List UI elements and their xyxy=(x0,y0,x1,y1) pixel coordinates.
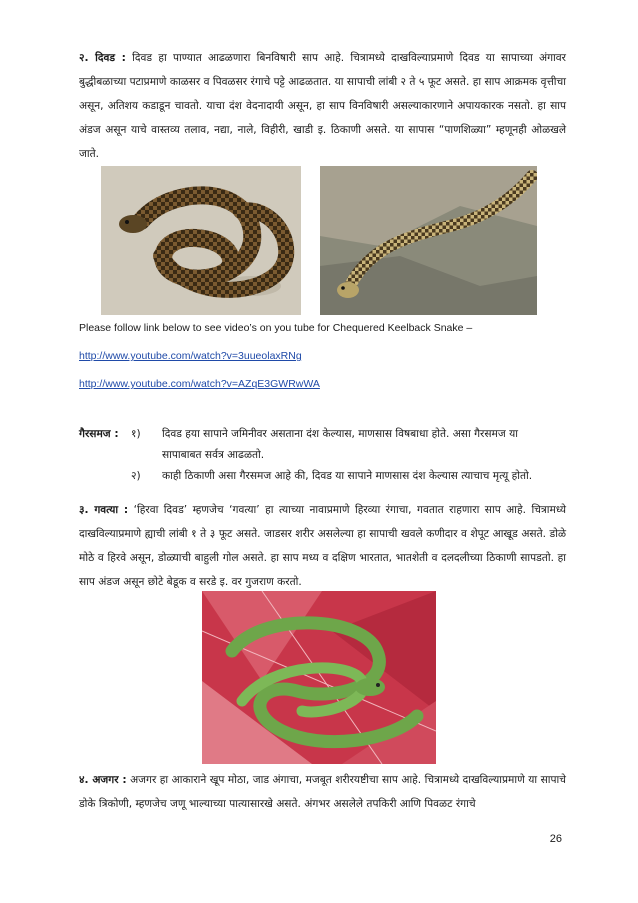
section-diwad-text: दिवड हा पाण्यात आढळणारा बिनविषारी साप आहे. चित्रामध्ये दाखविल्याप्रमाणे दिवड या सापाच्या अंगावर बुद्धीबळाच्या पटाप्रमाणे काळसर व पिवळसर रंगाचे पट्टे आढळतात. या सापाची लांबी २ ते ५ फूट असते. हा साप आक्रमक वृत्तीचा असून, अतिशय कडाडून चावतो. याचा दंश वेदनादायी असून, हा साप विनविषारी असल्याकारणाने अपायकारक नसतो. हा साप अंडज असून याचे वास्तव्य तलाव, नद्या, नाले, विहीरी, खाडी इ. ठिकाणी असते. या सापास “पाणशिळ्या” म्हणूनही ओळखले जाते. xyxy=(79,52,567,160)
misconception-item-1-number: १) xyxy=(131,428,141,440)
misconception-heading xyxy=(79,422,119,446)
photo-gavatya xyxy=(202,591,436,764)
page-number: 26 xyxy=(549,833,562,845)
misconception-item-2-text: काही ठिकाणी असा गैरसमज आहे की, दिवड या सापाने माणसास दंश केल्यास त्याचाच मृत्यू होतो. xyxy=(162,470,533,482)
photo-diwad-rock xyxy=(320,166,537,315)
section-gavatya-text: ‘हिरवा दिवड’ म्हणजेच ‘गवत्या’ हा त्याच्या नावाप्रमाणे हिरव्या रंगाचा, गवतात राहणारा साप आहे. चित्रामध्ये दाखविल्याप्रमाणे ह्याची लांबी १ ते ३ फूट असते. जाडसर शरीर असलेल्या हा सापाची खवले कणीदार व शेपूट आखूड असते. डोळे मोठे व हिरवे असून, डोळ्याची बाहुली गोल असते. हा साप मध्य व दक्षिण भारतात, भातशेती व दलदलीच्या ठिकाणी सापडतो. हा साप अंडज असून छोटे बेडूक व सरडे इ. वर गुजराण करतो. xyxy=(79,504,566,588)
youtube-link-2[interactable]: http://www.youtube.com/watch?v=AZqE3GWRwWA xyxy=(79,378,320,390)
photo-diwad-coiled xyxy=(101,166,301,315)
section-ajgar xyxy=(79,768,566,816)
section-gavatya xyxy=(79,498,566,594)
misconception-item-2-number: २) xyxy=(131,470,141,482)
youtube-link-1[interactable]: http://www.youtube.com/watch?v=3uueolaxRNg xyxy=(79,350,302,362)
section-gavatya-heading: ३. गवत्या : xyxy=(79,504,129,516)
section-ajgar-text: अजगर हा आकाराने खूप मोठा, जाड अंगाचा, मजबूत शरीरयष्टीचा साप आहे. चित्रामध्ये दाखविल्याप्रमाणे या सापाचे डोके त्रिकोणी, म्हणजेच जणू भाल्याच्या पात्यासारखे असते. अंगभर असलेले तपकिरी आणि पिवळट रंगाचे xyxy=(79,774,566,810)
section-ajgar-heading: ४. अजगर : xyxy=(79,774,127,786)
video-intro: Please follow link below to see video’s on you tube for Chequered Keelback Snake – xyxy=(79,322,473,334)
section-diwad xyxy=(79,46,566,164)
section-diwad-heading: २. दिवड : xyxy=(79,52,126,64)
misconception-item-1-line-2: सापाबाबत सर्वत्र आढळतो. xyxy=(162,449,265,461)
misconception-item-1-line-1: दिवड हया सापाने जमिनीवर असताना दंश केल्यास, माणसास विषबाधा होते. असा गैरसमज या xyxy=(162,428,518,440)
misconception-heading-label: गैरसमज : xyxy=(79,428,119,440)
